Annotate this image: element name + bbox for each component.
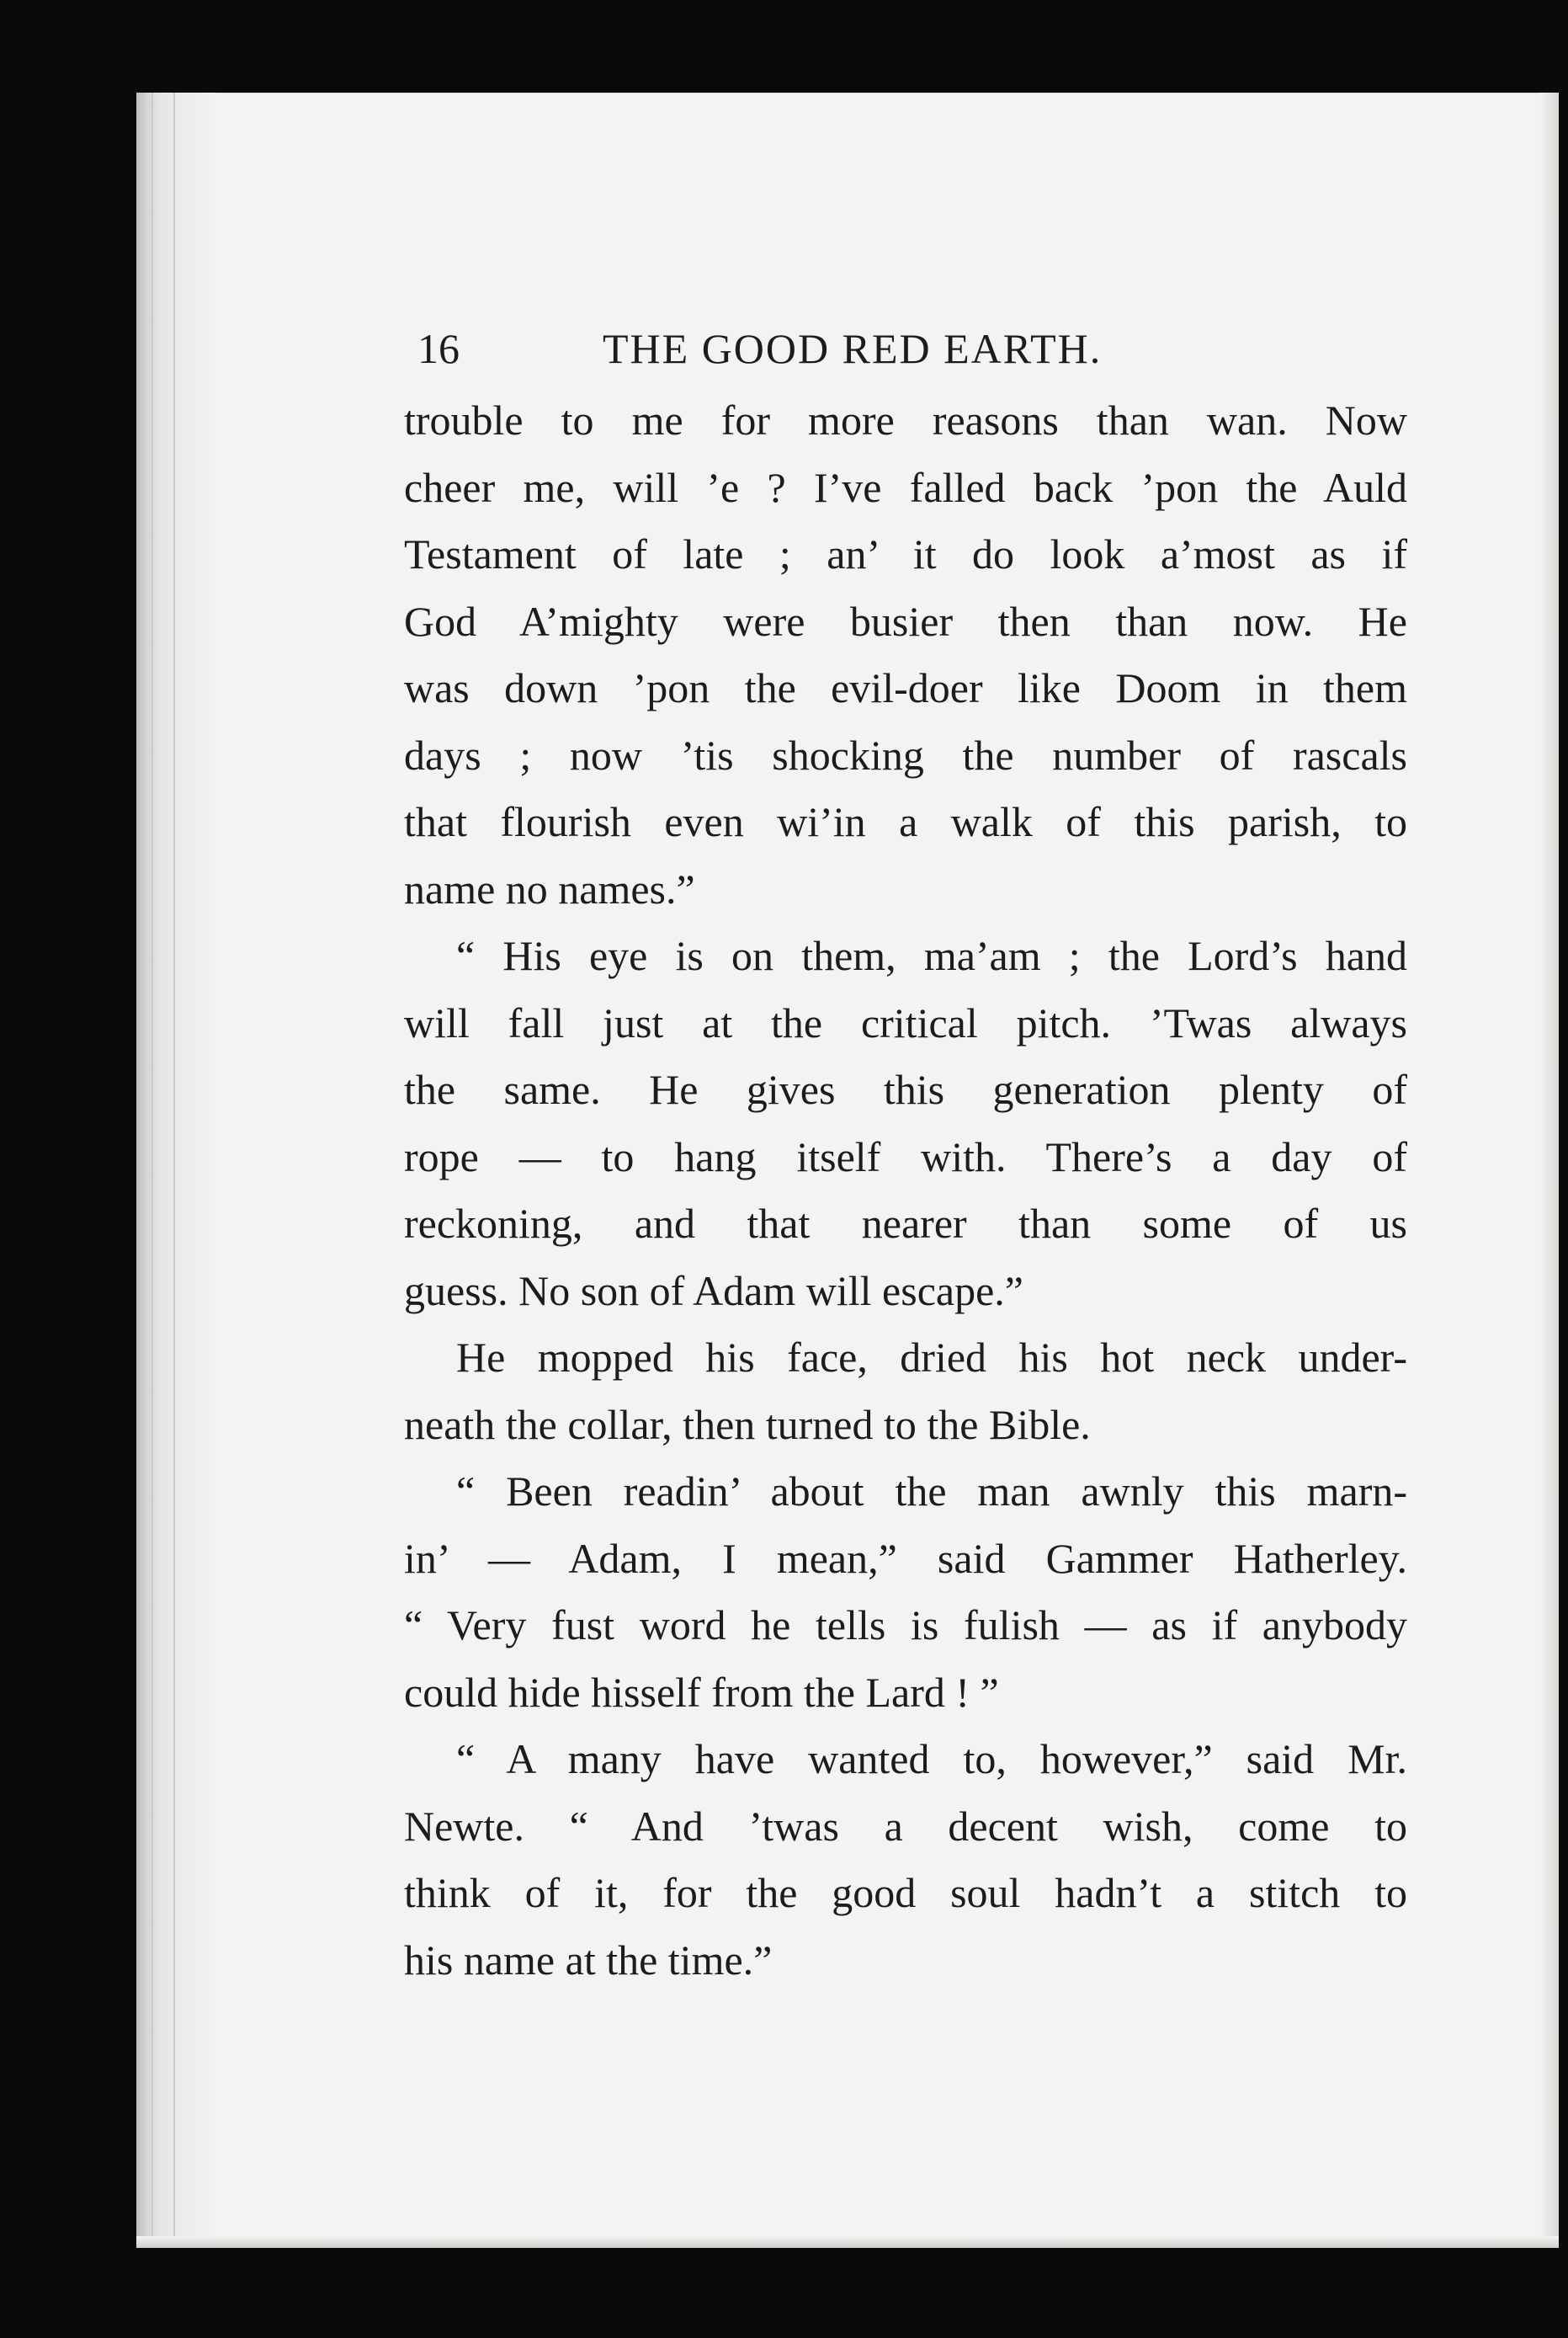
gutter-line (173, 93, 175, 2248)
text-line: “ Very fust word he tells is fulish — as if anybody (404, 1601, 1407, 1648)
text-line: “ His eye is on them, ma’am ; the Lord’s hand (456, 932, 1407, 979)
text-line: will fall just at the critical pitch. ’Twas always (404, 999, 1407, 1047)
text-line: Testament of late ; an’ it do look a’most as if (404, 530, 1407, 578)
text-line: rope — to hang itself with. There’s a day of (404, 1132, 1407, 1180)
text-line: Newte. “ And ’twas a decent wish, come to (404, 1802, 1407, 1850)
text-line: days ; now ’tis shocking the number of rascals (404, 731, 1407, 779)
page-gutter (136, 93, 216, 2248)
paragraph (404, 923, 1407, 1324)
text-line: “ Been readin’ about the man awnly this marn- (456, 1467, 1407, 1515)
text-line: trouble to me for more reasons than wan. Now (404, 397, 1407, 444)
page-text (404, 324, 1407, 1994)
page-bottom-edge (136, 2236, 1559, 2248)
page-right-edge (1540, 93, 1559, 2248)
running-title: THE GOOD RED EARTH. (603, 325, 1103, 372)
text-line: cheer me, will ’e ? I’ve falled back ’pon the Auld (404, 463, 1407, 511)
text-line: that flourish even wi’in a walk of this parish, to (404, 798, 1407, 845)
paragraph (404, 1324, 1407, 1458)
text-line: was down ’pon the evil-doer like Doom in them (404, 664, 1407, 711)
text-line: the same. He gives this generation plenty of (404, 1066, 1407, 1113)
text-line: neath the collar, then turned to the Bible. (404, 1400, 1091, 1448)
running-head (404, 324, 1407, 387)
page-number: 16 (417, 325, 460, 372)
text-line: guess. No son of Adam will escape.” (404, 1266, 1023, 1314)
text-line: reckoning, and that nearer than some of us (404, 1200, 1407, 1247)
paragraph (404, 1726, 1407, 1994)
text-line: “ A many have wanted to, however,” said Mr. (456, 1735, 1407, 1782)
text-line: his name at the time.” (404, 1936, 773, 1984)
text-line: could hide hisself from the Lard ! ” (404, 1668, 999, 1716)
paragraph (404, 1458, 1407, 1726)
text-line: name no names.” (404, 865, 695, 913)
paragraph (404, 387, 1407, 923)
text-line: think of it, for the good soul hadn’t a stitch to (404, 1869, 1407, 1916)
text-line: God A’mighty were busier then than now. He (404, 597, 1407, 645)
body-text (404, 387, 1407, 1994)
text-line: in’ — Adam, I mean,” said Gammer Hatherley. (404, 1534, 1407, 1582)
text-line: He mopped his face, dried his hot neck under- (456, 1334, 1407, 1381)
gutter-line (151, 93, 153, 2248)
